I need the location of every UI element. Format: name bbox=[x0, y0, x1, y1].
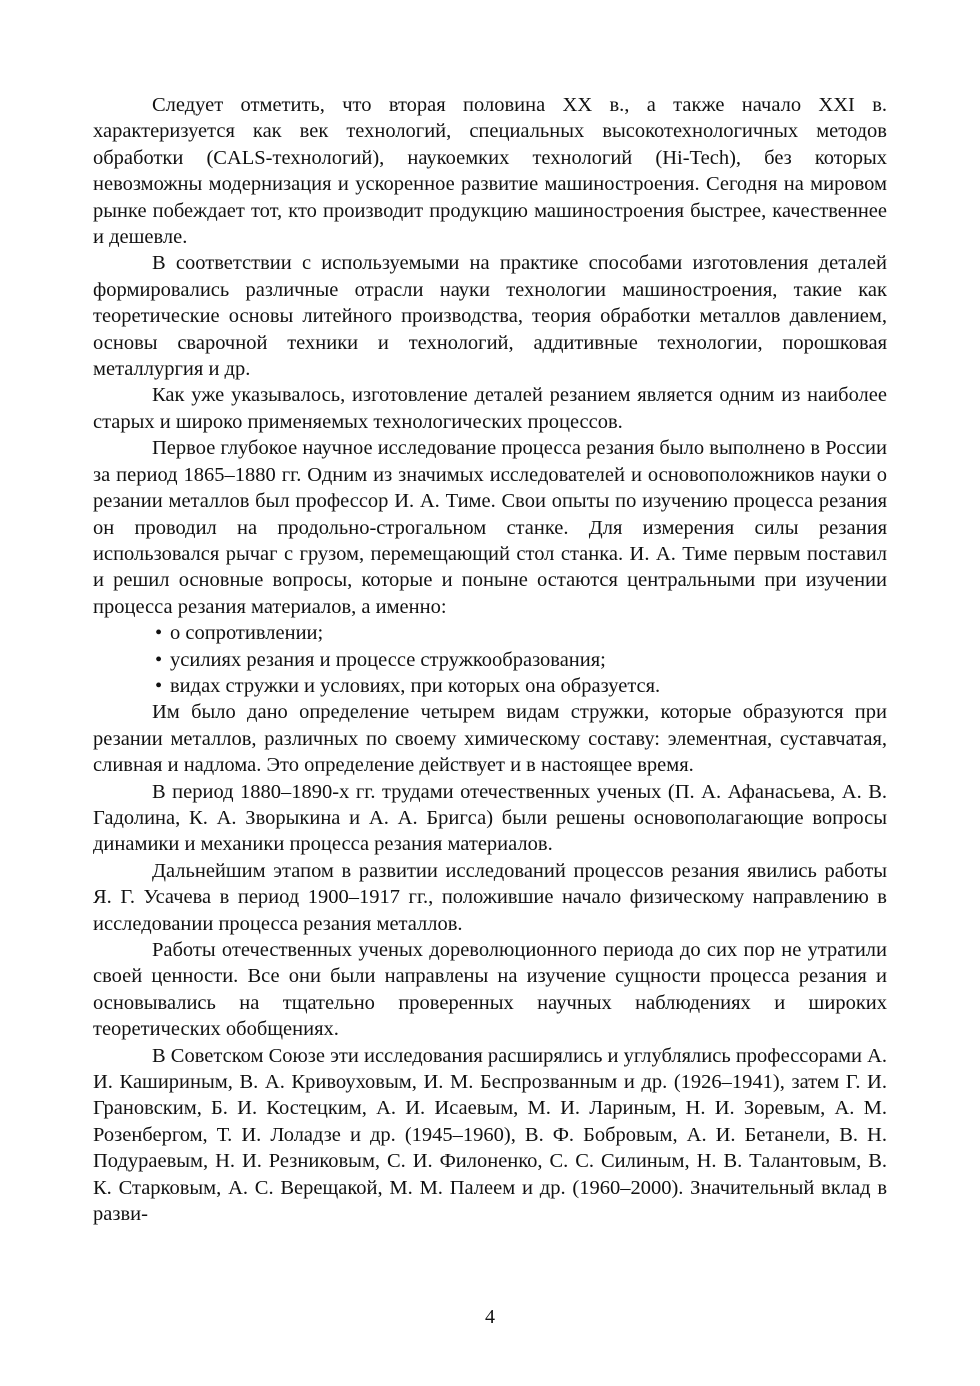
page-body bbox=[93, 92, 887, 1227]
list-item bbox=[93, 673, 887, 699]
bullet-icon: • bbox=[155, 622, 163, 645]
list-item-text: видах стружки и условиях, при которых она образуется. bbox=[170, 674, 661, 697]
list-item bbox=[93, 647, 887, 673]
list-item-text: усилиях резания и процессе стружкообразования; bbox=[170, 648, 606, 671]
page-number: 4 bbox=[485, 1306, 495, 1328]
paragraph-1880-1890: В период 1880–1890-х гг. трудами отечественных ученых (П. А. Афанасьева, А. В. Гадолина, К. А. Зворыкина и А. А. Бригса) были решены основополагающие вопросы динамики и механики процесса резания материалов. bbox=[93, 780, 887, 856]
list-item-text: о сопротивлении; bbox=[170, 622, 324, 645]
paragraph-usachev: Дальнейшим этапом в развитии исследований процессов резания явились работы Я. Г. Усачева в период 1900–1917 гг., положившие начало физическому направлению в исследовании процесса резания металлов. bbox=[93, 859, 887, 935]
paragraph-prerevolutionary-works: Работы отечественных ученых дореволюционного периода до сих пор не утратили своей ценности. Все они были направлены на изучение сущности процесса резания и основывались на тщательно проверенных научных наблюдениях и широких теоретических обобщениях. bbox=[93, 939, 887, 1041]
paragraph-branches-of-science: В соответствии с используемыми на практике способами изготовления деталей формировались различные отрасли науки технологии машиностроения, такие как теоретические основы литейного производства, теория обработки металлов давлением, основы сварочной техники и технологий, аддитивные технологии, порошковая металлургия и др. bbox=[93, 252, 887, 381]
paragraph-soviet-research: В Советском Союзе эти исследования расширялись и углублялись профессорами А. И. Кашириным, В. А. Кривоуховым, И. М. Беспрозванным и др. (1926–1941), затем Г. И. Грановским, Б. И. Костецким, А. И. Исаевым, М. И. Лариным, Н. И. Зоревым, А. М. Розенбергом, Т. И. Лоладзе и др. (1945–1960), В. Ф. Бобровым, А. И. Бетанели, В. Н. Подураевым, Н. И. Резниковым, С. И. Филоненко, С. С. Силиным, Н. В. Талантовым, В. К. Старковым, А. С. Верещакой, М. М. Палеем и др. (1960–2000). Значительный вклад в разви- bbox=[93, 1044, 887, 1226]
bullet-list bbox=[93, 620, 887, 699]
paragraph-chip-types: Им было дано определение четырем видам стружки, которые образуются при резании металлов, различных по своему химическому составу: элементная, суставчатая, сливная и надлома. Это определение действует и в настоящее время. bbox=[93, 701, 887, 777]
bullet-icon: • bbox=[155, 648, 163, 671]
paragraph-cutting-oldest-process: Как уже указывалось, изготовление деталей резанием является одним из наиболее старых и широко применяемых технологических процессов. bbox=[93, 384, 887, 433]
paragraph-hitech-era: Следует отметить, что вторая половина XX в., а также начало XXI в. характеризуется как век технологий, специальных высокотехнологичных методов обработки (CALS-технологий), наукоемких технологий (Hi-Tech), без которых невозможны модернизация и ускоренное развитие машиностроения. Сегодня на мировом рынке побеждает тот, кто производит продукцию машиностроения быстрее, качественнее и дешевле. bbox=[93, 94, 887, 249]
bullet-icon: • bbox=[155, 674, 163, 697]
paragraph-time-research: Первое глубокое научное исследование процесса резания было выполнено в России за период 1865–1880 гг. Одним из значимых исследователей и основоположников науки о резании металлов был профессор И. А. Тиме. Свои опыты по изучению процесса резания он проводил на продольно-строгальном станке. Для измерения силы резания использовался рычаг с грузом, перемещающий стол станка. И. А. Тиме первым поставил и решил основные вопросы, которые и поныне остаются центральными при изучении процесса резания материалов, а именно: bbox=[93, 437, 887, 618]
list-item bbox=[93, 620, 887, 646]
